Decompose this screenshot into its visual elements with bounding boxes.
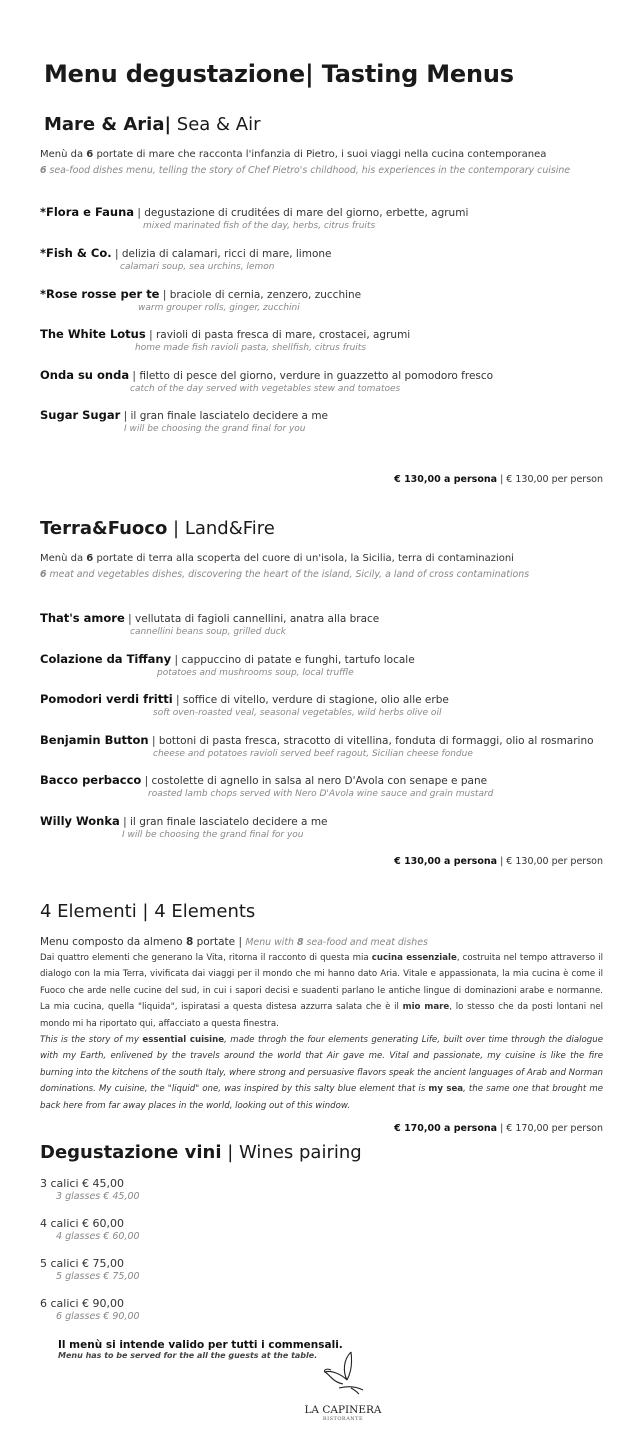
dish-description: delizia di calamari, ricci di mare, limone [121,248,332,260]
dish-description: il gran finale lasciatelo decidere a me [130,410,329,422]
dish-description: costolette di agnello in salsa al nero D'Avola con senape e pane [151,775,488,787]
menu-item: Colazione da Tiffany | cappuccino di patate e funghi, tartufo locale potatoes and mushrooms soup, local truffle [40,652,415,678]
dish-translation: cheese and potatoes ravioli served beef ragout, Sicilian cheese fondue [153,749,473,759]
dish-name: The White Lotus [40,327,146,341]
section-heading-mare: Mare & Aria| Sea & Air [44,114,261,135]
wine-price-it: 3 calici € 45,00 [40,1177,124,1190]
dish-name: That's amore [40,611,125,625]
dish-description: soffice di vitello, verdure di stagione, olio alle erbe [182,694,449,706]
wine-price-en: 5 glasses € 75,00 [56,1271,140,1282]
dish-translation: catch of the day served with vegetables stew and tomatoes [130,384,401,394]
dish-name: Colazione da Tiffany [40,652,172,666]
menu-item: That's amore | vellutata di fagioli cannellini, anatra alla brace cannellini beans soup, grilled duck [40,611,380,637]
la-capinera-logo: LA CAPINERA RISTORANTE [298,1350,388,1422]
dish-translation: roasted lamb chops served with Nero D'Avola wine sauce and grain mustard [148,789,494,799]
wine-price-it: 5 calici € 75,00 [40,1257,124,1270]
dish-name: Sugar Sugar [40,408,121,422]
wine-pairing-option [40,1257,140,1283]
dish-description: filetto di pesce del giorno, verdure in guazzetto al pomodoro fresco [139,370,494,382]
wine-price-it: 4 calici € 60,00 [40,1217,124,1230]
dish-description: braciole di cernia, zenzero, zucchine [169,289,362,301]
menu-item: Sugar Sugar | il gran finale lasciatelo decidere a me I will be choosing the grand final for you [40,408,329,434]
wine-pairing-option [40,1297,140,1323]
wine-price-en: 4 glasses € 60,00 [56,1231,140,1242]
section-heading-vini: Degustazione vini | Wines pairing [40,1142,362,1163]
dish-name: *Rose rosse per te [40,287,160,301]
wine-pairing-option [40,1177,140,1203]
bird-logo-icon [313,1350,373,1398]
dish-translation: I will be choosing the grand final for you [124,424,306,434]
dish-translation: I will be choosing the grand final for you [122,830,304,840]
story-english: This is the story of my essential cuisine, made throgh the four elements generating Life, built over time through the dialogue with my Earth, enlivened by the travels around the world that Air gave me. Vital and passionate, my cuisine is like the fire burning into the kitchens of the south Italy, where strong and persuasive flavors speak the ancient languages of Arab and Norman dominations. My cuisine, the "liquid" one, was inspired by this salty blue element that is my sea, the same one that brought me back here from far away places in the world, looking out of this window. [40,1035,604,1111]
menu-item: Bacco perbacco | costolette di agnello in salsa al nero D'Avola con senape e pane roasted lamb chops served with Nero D'Avola wine sauce and grain mustard [40,773,494,799]
dish-name: Willy Wonka [40,814,120,828]
menu-item: *Rose rosse per te | braciole di cernia, zenzero, zucchine warm grouper rolls, ginger, zucchini [40,287,362,313]
menu-item: Pomodori verdi fritti | soffice di vitello, verdure di stagione, olio alle erbe soft oven-roasted veal, seasonal vegetables, wild herbs olive oil [40,692,449,718]
section-description: Menù da 6 portate di terra alla scoperta del cuore di un'isola, la Sicilia, terra di contaminazioni 6 meat and vegetables dishes, discovering the heart of the island, Sicily, a land of cross contaminations [40,553,530,580]
dish-translation: calamari soup, sea urchins, lemon [120,262,275,272]
dish-name: Onda su onda [40,368,130,382]
menu-item: The White Lotus | ravioli di pasta fresca di mare, crostacei, agrumi home made fish ravioli pasta, shellfish, citrus fruits [40,327,411,353]
dish-description: degustazione di cruditées di mare del giorno, erbette, agrumi [144,207,469,219]
price: € 130,00 a persona | € 130,00 per person [394,856,603,867]
price: € 130,00 a persona | € 130,00 per person [394,474,603,485]
section-heading-terra: Terra&Fuoco | Land&Fire [40,518,275,539]
dish-translation: mixed marinated fish of the day, herbs, citrus fruits [143,221,376,231]
price: € 170,00 a persona | € 170,00 per person [394,1123,603,1134]
dish-description: bottoni di pasta fresca, stracotto di vitellina, fonduta di formaggi, olio al rosmarino [158,735,594,747]
dish-translation: soft oven-roasted veal, seasonal vegetables, wild herbs olive oil [153,708,442,718]
dish-name: *Fish & Co. [40,246,112,260]
menu-item: *Flora e Fauna | degustazione di cruditées di mare del giorno, erbette, agrumi mixed marinated fish of the day, herbs, citrus fruits [40,205,469,231]
wine-price-en: 3 glasses € 45,00 [56,1191,140,1202]
section-description: Menù da 6 portate di mare che racconta l'infanzia di Pietro, i suoi viaggi nella cucina contemporanea 6 sea-food dishes menu, telling the story of Chef Pietro's childhood, his experiences in the contemporary cuisine [40,149,571,176]
menu-item: *Fish & Co. | delizia di calamari, ricci di mare, limone calamari soup, sea urchins, lemon [40,246,332,272]
wine-price-en: 6 glasses € 90,00 [56,1311,140,1322]
menu-item: Onda su onda | filetto di pesce del giorno, verdure in guazzetto al pomodoro fresco catch of the day served with vegetables stew and tomatoes [40,368,494,394]
story-italian: Dai quattro elementi che generano la Vita, ritorna il racconto di questa mia cucina essenziale, costruita nel tempo attraverso il dialogo con la mia Terra, vivificata dai viaggi per il mondo che mi hanno dato Aria. Vitale e appassionata, la mia cucina è come il Fuoco che arde nelle cucine del sud, in cui i sapori decisi e suadenti parlano le antiche lingue di dominazioni arabe e normanne. La mia cucina, quella "liquida", ispiratasi a questa distesa azzurra salata che è il mio mare, lo stesso che da posti lontani nel mondo mi ha riportato qui, affacciato a questa finestra. [40,953,604,1029]
dish-description: il gran finale lasciatelo decidere a me [130,816,328,828]
dish-translation: warm grouper rolls, ginger, zucchini [138,303,300,313]
wine-price-it: 6 calici € 90,00 [40,1297,124,1310]
wine-pairing-option [40,1217,140,1243]
dish-translation: cannellini beans soup, grilled duck [130,627,286,637]
page-title: Menu degustazione| Tasting Menus [44,60,514,88]
elementi-intro: Menu composto da almeno 8 portate | Menu with 8 sea-food and meat dishes [40,936,428,948]
validity-note: Il menù si intende valido per tutti i commensali. Menu has to be served for the all the guests at the table. [58,1339,343,1360]
dish-translation: potatoes and mushrooms soup, local truffle [157,668,354,678]
menu-item: Benjamin Button | bottoni di pasta fresca, stracotto di vitellina, fonduta di formaggi, olio al rosmarino cheese and potatoes ravioli served beef ragout, Sicilian cheese fondue [40,733,594,759]
section-heading-elementi: 4 Elementi | 4 Elements [40,901,256,922]
dish-name: *Flora e Fauna [40,205,135,219]
elementi-story [40,950,603,1114]
dish-name: Benjamin Button [40,733,149,747]
dish-description: ravioli di pasta fresca di mare, crostacei, agrumi [155,329,411,341]
menu-item: Willy Wonka | il gran finale lasciatelo decidere a me I will be choosing the grand final for you [40,814,328,840]
dish-translation: home made fish ravioli pasta, shellfish, citrus fruits [135,343,367,353]
dish-description: cappuccino di patate e funghi, tartufo locale [181,654,415,666]
dish-name: Bacco perbacco [40,773,142,787]
dish-description: vellutata di fagioli cannellini, anatra alla brace [135,613,380,625]
dish-name: Pomodori verdi fritti [40,692,173,706]
